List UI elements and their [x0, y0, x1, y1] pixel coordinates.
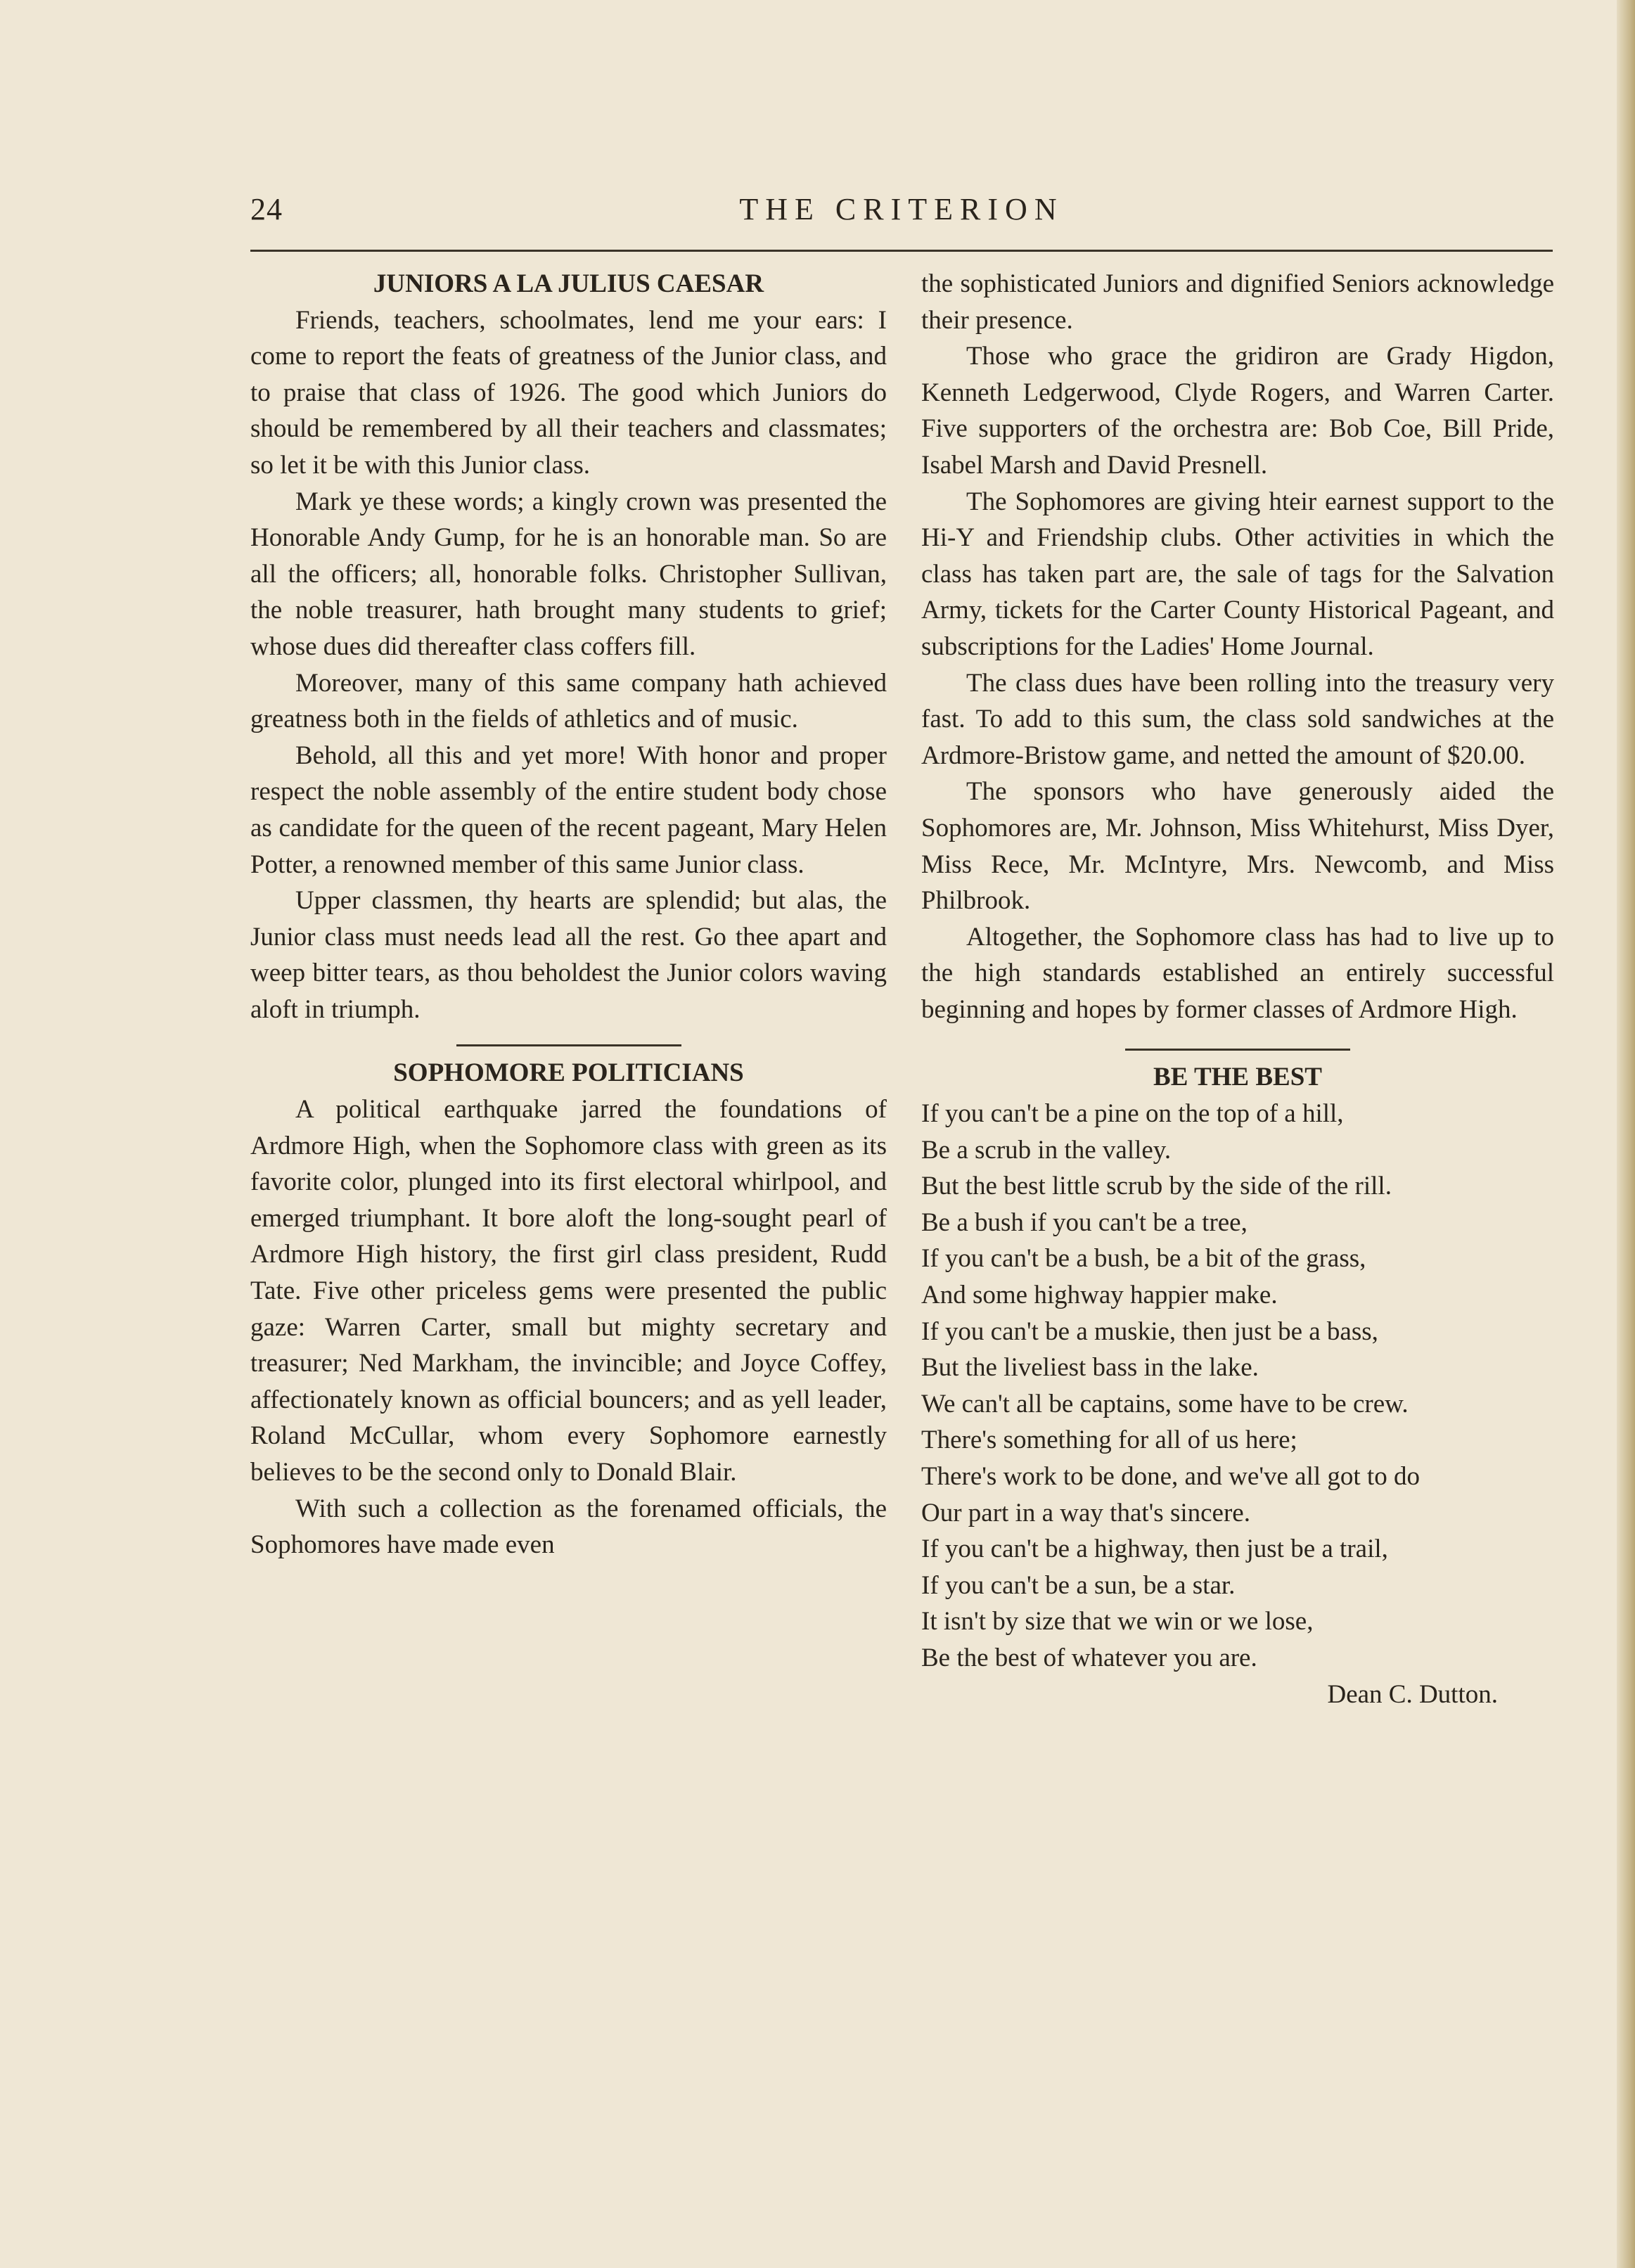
poem-line: We can't all be captains, some have to be crew. [921, 1389, 1409, 1418]
poem-line: Our part in a way that's sincere. [921, 1498, 1250, 1527]
poem-line: If you can't be a highway, then just be a trail, [921, 1535, 1388, 1564]
paragraph: With such a collection as the forenamed officials, the Sophomores have made even [250, 1494, 887, 1560]
poem-line: If you can't be a bush, be a bit of the grass, [921, 1244, 1366, 1274]
poem-line: If you can't be a muskie, then just be a bass, [921, 1316, 1378, 1346]
paragraph: Moreover, many of this same company hath achieved greatness both in the fields of athletics and of music. [250, 668, 887, 734]
page-header [250, 191, 1553, 241]
page-number: 24 [250, 192, 283, 226]
poem-line: There's work to be done, and we've all got to do [921, 1462, 1420, 1491]
paragraph: Mark ye these words; a kingly crown was presented the Honorable Andy Gump, for he is an honorable man. So are all the officers; all, honorable folks. Christopher Sullivan, the noble treasurer, hath brought many students to grief; whose dues did thereafter class coffers fill. [250, 487, 887, 661]
poem-line: But the liveliest bass in the lake. [921, 1353, 1259, 1383]
poem-line: Be a scrub in the valley. [921, 1135, 1172, 1165]
header-rule [250, 250, 1553, 252]
article-title-sophomore: SOPHOMORE POLITICIANS [393, 1058, 744, 1088]
poem-author: Dean C. Dutton. [1327, 1679, 1498, 1709]
continued-paragraph: the sophisticated Juniors and dignified Seniors acknowledge their presence. [921, 269, 1554, 335]
poem-title: BE THE BEST [1153, 1063, 1322, 1092]
poem-line: If you can't be a sun, be a star. [921, 1570, 1236, 1600]
poem-line: If you can't be a pine on the top of a hill, [921, 1099, 1344, 1129]
paragraph: Upper classmen, thy hearts are splendid; but alas, the Junior class must needs lead all the rest. Go thee apart and weep bitter tears, as thou beholdest the Junior colors waving aloft in triumph. [250, 886, 887, 1024]
paragraph: Behold, all this and yet more! With honor and proper respect the noble assembly of the entire student body chose as candidate for the queen of the recent pageant, Mary Helen Potter, a renowned member of this same Junior class. [250, 741, 887, 879]
poem-body [921, 1096, 1554, 1677]
paragraph: The Sophomores are giving hteir earnest support to the Hi-Y and Friendship clubs. Other activities in which the class has taken part are, the sale of tags for the Salvation Army, tickets for the Carter County Historical Pageant, and subscriptions for the Ladies' Home Journal. [921, 487, 1554, 661]
running-title: THE CRITERION [739, 192, 1064, 226]
paragraph: A political earthquake jarred the foundations of Ardmore High, when the Sophomore class with green as its favorite color, plunged into its first electoral whirlpool, and emerged triumphant. It bore aloft the long-sought pearl of Ardmore High history, the first girl class president, Rudd Tate. Five other priceless gems were presented the public gaze: Warren Carter, small but mighty secretary and treasurer; Ned Markham, the invincible; and Joyce Coffey, affectionately known as official bouncers; and as yell leader, Roland McCullar, whom every Sophomore earnestly believes to be the second only to Donald Blair. [250, 1095, 887, 1487]
article-title-juniors: JUNIORS A LA JULIUS CAESAR [373, 269, 764, 298]
section-divider [1125, 1049, 1350, 1051]
left-column [250, 266, 887, 1563]
paragraph: Friends, teachers, schoolmates, lend me your ears: I come to report the feats of greatness of the Junior class, and to praise that class of 1926. The good which Juniors do should be remembered by all their teachers and classmates; so let it be with this Junior class. [250, 305, 887, 480]
poem-line: And some highway happier make. [921, 1281, 1278, 1310]
poem-line: It isn't by size that we win or we lose, [921, 1607, 1314, 1636]
page-edge [1617, 0, 1635, 2268]
right-column [921, 266, 1554, 1712]
paragraph: Altogether, the Sophomore class has had to live up to the high standards established an entirely successful beginning and hopes by former classes of Ardmore High. [921, 922, 1554, 1024]
poem-line: Be a bush if you can't be a tree, [921, 1207, 1248, 1237]
section-divider [456, 1044, 681, 1046]
poem-line: There's something for all of us here; [921, 1425, 1297, 1455]
poem-line: Be the best of whatever you are. [921, 1643, 1257, 1672]
paragraph: Those who grace the gridiron are Grady Higdon, Kenneth Ledgerwood, Clyde Rogers, and Warren Carter. Five supporters of the orchestra are: Bob Coe, Bill Pride, Isabel Marsh and David Presnell. [921, 342, 1554, 480]
paragraph: The class dues have been rolling into the treasury very fast. To add to this sum, the class sold sandwiches at the Ardmore-Bristow game, and netted the amount of $20.00. [921, 668, 1554, 770]
paragraph: The sponsors who have generously aided the Sophomores are, Mr. Johnson, Miss Whitehurst, Miss Dyer, Miss Rece, Mr. McIntyre, Mrs. Newcomb, and Miss Philbrook. [921, 777, 1554, 916]
poem-line: But the best little scrub by the side of the rill. [921, 1172, 1392, 1201]
